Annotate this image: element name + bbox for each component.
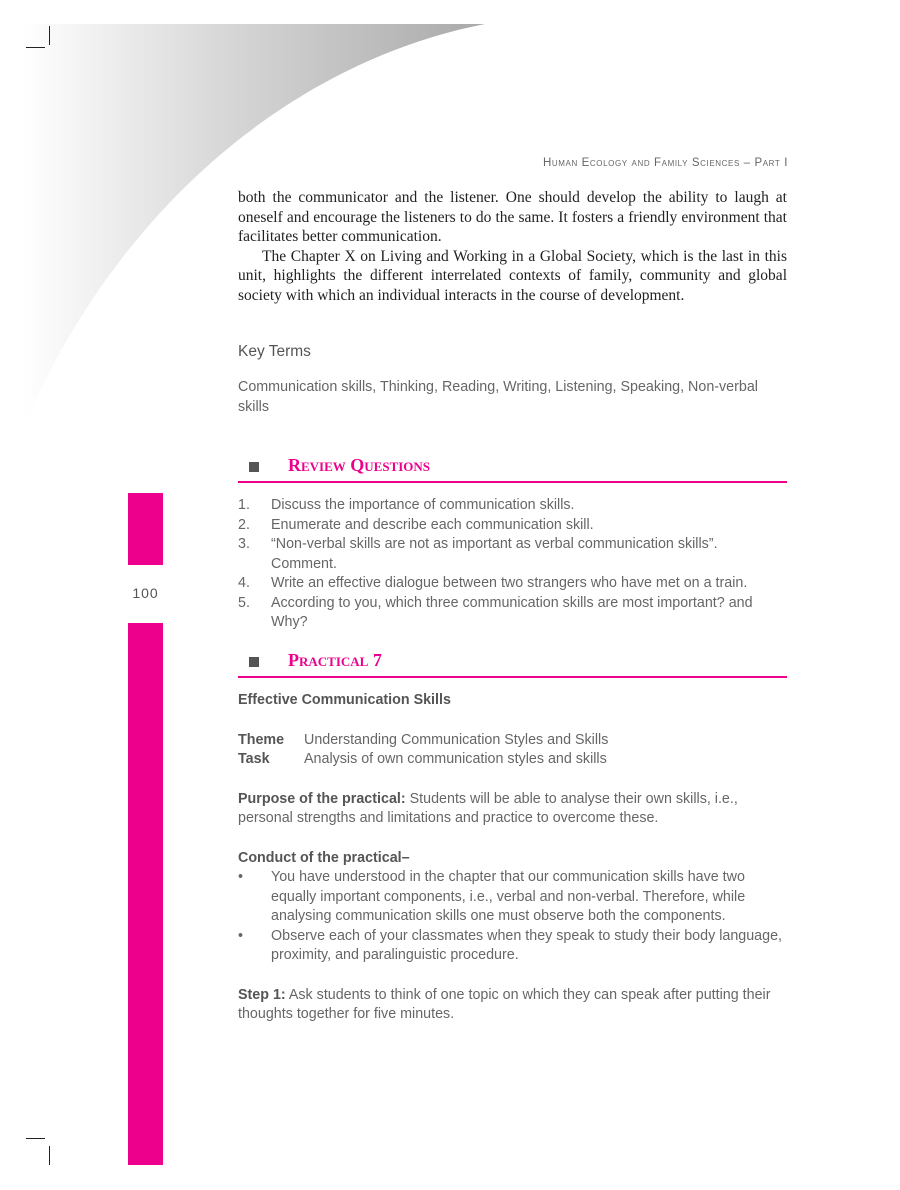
running-head: Human Ecology and Family Sciences – Part I (542, 157, 788, 169)
list-item: 3. “Non-verbal skills are not as important as verbal communication skills”. Comment. (238, 536, 718, 572)
practical-subtitle: Effective Communication Skills (238, 692, 451, 708)
review-questions-title: Review Questions (288, 455, 431, 475)
list-item: • You have understood in the chapter that our communication skills have two equally important components, i.e., verbal and non-verbal. Therefore, while analysing communication skills one must observe both the components. (238, 869, 746, 924)
key-terms-section (238, 343, 787, 417)
key-terms-text: Communication skills, Thinking, Reading, Writing, Listening, Speaking, Non-verbal skills (238, 379, 758, 415)
intro-paragraph: both the communicator and the listener. One should develop the ability to laugh at oneself and encourage the listeners to do the same. It fosters a friendly environment that facilitates better communication. (238, 189, 787, 245)
practical-header (238, 650, 787, 678)
conduct-heading: Conduct of the practical– (238, 849, 410, 866)
margin-bar-top (128, 493, 163, 565)
list-item: 4. Write an effective dialogue between two strangers who have met on a train. (238, 575, 748, 591)
purpose-paragraph: Purpose of the practical: Students will be able to analyse their own skills, i.e., personal strengths and limitations and practice to overcome these. (238, 790, 738, 826)
page-number: 100 (132, 585, 159, 601)
crop-mark (49, 26, 50, 45)
crop-mark (26, 1138, 45, 1139)
task-row: Task Analysis of own communication styles and skills (238, 751, 607, 767)
key-terms-heading: Key Terms (238, 343, 311, 360)
list-item: • Observe each of your classmates when they speak to study their body language, proximity, and paralinguistic procedure. (238, 927, 783, 963)
crop-mark (26, 47, 45, 48)
list-item: 5. According to you, which three communication skills are most important? and Why? (238, 594, 753, 630)
list-item: 1. Discuss the importance of communication skills. (238, 497, 575, 513)
margin-bar-bottom (128, 623, 163, 1165)
intro-section (238, 188, 787, 305)
practical-title: Practical 7 (288, 650, 382, 670)
square-bullet-icon (249, 657, 259, 667)
square-bullet-icon (249, 462, 259, 472)
step-1-paragraph: Step 1: Ask students to think of one topic on which they can speak after putting their thoughts together for five minutes. (238, 986, 771, 1022)
crop-mark (49, 1146, 50, 1165)
review-questions-list (238, 496, 787, 633)
practical-body (238, 691, 787, 1025)
list-item: 2. Enumerate and describe each communication skill. (238, 516, 594, 533)
intro-paragraph: The Chapter X on Living and Working in a Global Society, which is the last in this unit, highlights the different interrelated contexts of family, community and global society with which an individual interacts in the course of development. (238, 247, 787, 304)
theme-row: Theme Understanding Communication Styles and Skills (238, 731, 609, 748)
review-questions-header (238, 455, 787, 483)
